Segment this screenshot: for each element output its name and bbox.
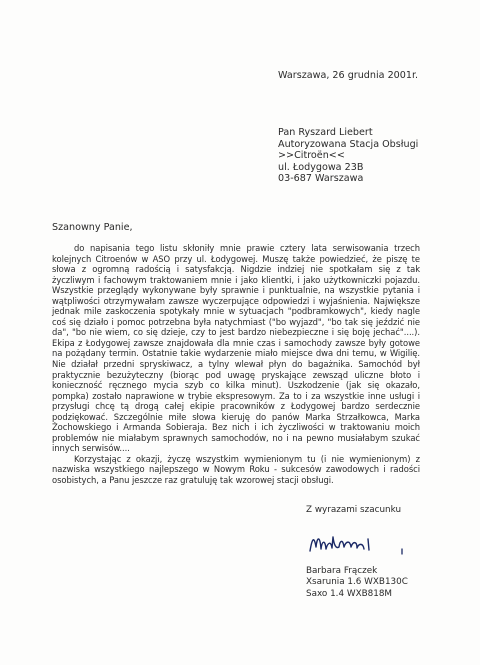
recipient-address	[278, 127, 418, 185]
sender-name: Barbara Frączek	[306, 566, 378, 576]
body-paragraph-1: do napisania tego listu skłoniły mnie prawie cztery lata serwisowania trzech kolejnych Citroenów w ASO przy ul. Łodygowej. Muszę także powiedzieć, że piszę te słowa z ogromną radością i satysfakcją. Nigdzie indziej nie spotkałam się z tak życzliwym i fachowym traktowaniem mnie i jako klientki, i jako użytkowniczki pojazdu. Wszystkie przeglądy wykonywane były sprawnie i punktualnie, na wszystkie pytania i wątpliwości otrzymywałam zawsze wyczerpujące odpowiedzi i wyjaśnienia. Największe jednak mile zaskoczenia spotykały mnie w sytuacjach "podbramkowych", kiedy nagle coś się działo i pomoc potrzebna była natychmiast ("bo wyjazd", "bo tak się jeździć nie da", "bo nie wiem, co się dzieje, czy to jest bardzo niebezpieczne i się boję jechać"....). Ekipa z Łodygowej zawsze znajdowała dla mnie czas i samochody zawsze były gotowe na pożądany termin. Ostatnie takie wydarzenie miało miejsce dwa dni temu, w Wigilię. Nie działał przedni spryskiwacz, a tylny wlewał płyn do bagażnika. Samochód był praktycznie bezużyteczny (biorąc pod uwagę pryskające zewsząd uliczne błoto i konieczność ręcznego mycia szyb co kilka minut). Uszkodzenie (jak się okazało, pompka) zostało naprawione w trybie ekspresowym. Za to i za wszystkie inne usługi i przysługi chcę tą drogą całej ekipie pracowników z Łodygowej bardzo serdecznie podziękować. Szczególnie miłe słowa kieruję do panów Marka Strzałkowca, Marka Żochowskiego i Armanda Sobieraja. Bez nich i ich życzliwości w traktowaniu moich problemów nie miałabym sprawnych samochodów, no i na pewno musiałabym szukać innych serwisów....	[52, 243, 420, 454]
recipient-street: ul. Łodygowa 23B	[278, 161, 364, 173]
sender-block	[306, 566, 408, 600]
recipient-name: Pan Ryszard Liebert	[278, 127, 373, 138]
recipient-city: 03-687 Warszawa	[278, 173, 364, 185]
body-paragraph-2: Korzystając z okazji, życzę wszystkim wymienionym tu (i nie wymienionym) z nazwiska wszystkiego najlepszego w Nowym Roku - sukcesów zawodowych i radości osobistych, a Panu jeszcze raz gratuluję tak wzorowej stacji obsługi.	[52, 453, 420, 486]
recipient-organization: Autoryzowana Stacja Obsługi	[278, 138, 419, 150]
handwritten-signature	[306, 525, 416, 561]
letter-body	[52, 243, 420, 486]
closing-phrase: Z wyrazami szacunku	[306, 505, 402, 515]
letter-date: Warszawa, 26 grudnia 2001r.	[278, 70, 419, 81]
sender-car-1: Xsarunia 1.6 WXB130C	[306, 577, 408, 588]
recipient-brand: >>Citroën<<	[278, 150, 345, 162]
salutation: Szanowny Panie,	[52, 222, 133, 233]
sender-car-2: Saxo 1.4 WXB818M	[306, 588, 393, 599]
